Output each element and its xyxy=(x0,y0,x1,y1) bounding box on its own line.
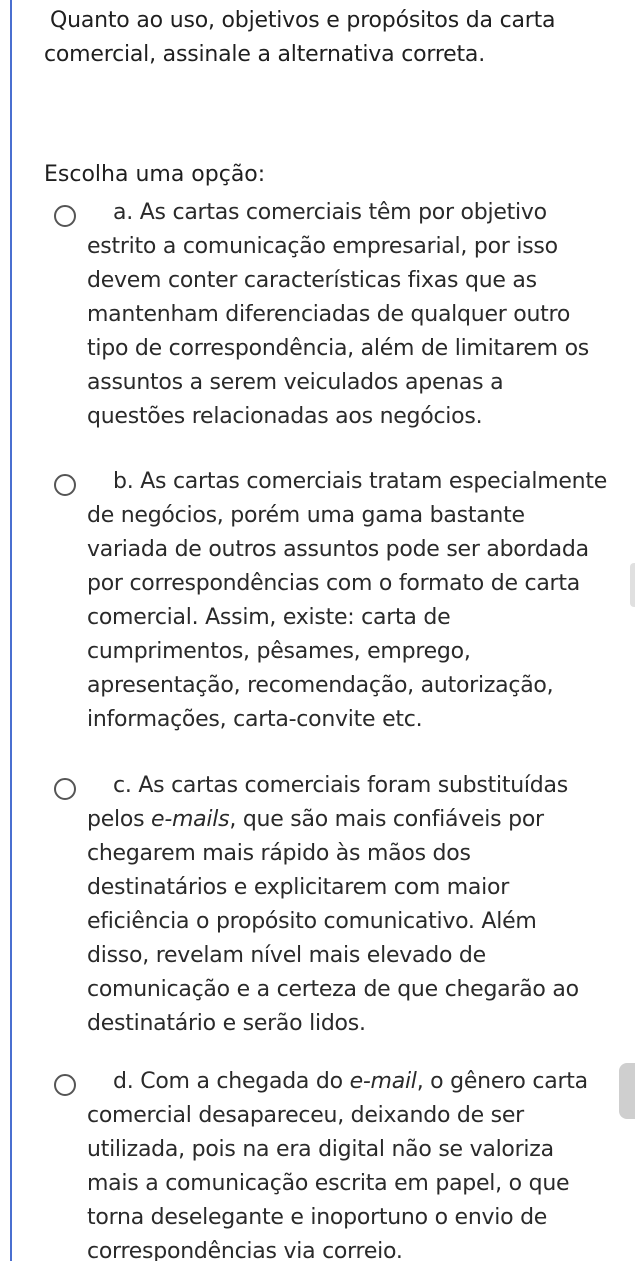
option-line: comercial. Assim, existe: carta de xyxy=(87,605,451,630)
option-line: informações, carta-convite etc. xyxy=(87,707,423,732)
option-line: eficiência o propósito comunicativo. Além xyxy=(87,909,537,934)
option-d[interactable] xyxy=(0,1065,635,1261)
option-line: comercial desapareceu, deixando de ser xyxy=(87,1103,524,1128)
answer-options xyxy=(0,196,635,1261)
question-line: comercial, assinale a alternativa correta. xyxy=(44,42,486,67)
option-line: questões relacionadas aos negócios. xyxy=(87,404,483,429)
emphasized-term: e-mail xyxy=(349,1069,417,1094)
option-line: destinatários e explicitarem com maior xyxy=(87,875,510,900)
option-line: apresentação, recomendação, autorização, xyxy=(87,673,554,698)
question-text xyxy=(44,4,619,72)
option-line: b. As cartas comerciais tratam especialmente xyxy=(113,469,608,494)
option-line: devem conter características fixas que as xyxy=(87,268,537,293)
question-line: Quanto ao uso, objetivos e propósitos da carta xyxy=(50,8,556,33)
option-b[interactable] xyxy=(0,465,635,769)
option-line: d. Com a chegada do e-mail, o gênero carta xyxy=(113,1069,588,1094)
option-line: chegarem mais rápido às mãos dos xyxy=(87,841,471,866)
option-line: correspondências via correio. xyxy=(87,1239,403,1261)
radio-button-b[interactable] xyxy=(54,474,76,496)
option-line: assuntos a serem veiculados apenas a xyxy=(87,370,504,395)
option-line: de negócios, porém uma gama bastante xyxy=(87,503,525,528)
option-line: mais a comunicação escrita em papel, o que xyxy=(87,1171,570,1196)
option-line: disso, revelam nível mais elevado de xyxy=(87,943,486,968)
option-a-text xyxy=(87,196,622,434)
radio-button-c[interactable] xyxy=(54,778,76,800)
option-line: torna deselegante e inoportuno o envio de xyxy=(87,1205,548,1230)
choose-option-label: Escolha uma opção: xyxy=(44,162,266,187)
option-d-text xyxy=(87,1065,622,1261)
option-line: mantenham diferenciadas de qualquer outro xyxy=(87,302,571,327)
option-c-text xyxy=(87,769,622,1041)
option-c[interactable] xyxy=(0,769,635,1065)
option-line: estrito a comunicação empresarial, por isso xyxy=(87,234,558,259)
emphasized-term: e-mails xyxy=(151,807,230,832)
option-line: por correspondências com o formato de carta xyxy=(87,571,580,596)
option-line: cumprimentos, pêsames, emprego, xyxy=(87,639,471,664)
option-line: variada de outros assuntos pode ser abordada xyxy=(87,537,589,562)
radio-button-d[interactable] xyxy=(54,1074,76,1096)
option-line: comunicação e a certeza de que chegarão ao xyxy=(87,977,579,1002)
radio-button-a[interactable] xyxy=(54,205,76,227)
option-line: pelos e-mails, que são mais confiáveis por xyxy=(87,807,544,832)
scroll-handle[interactable] xyxy=(619,1063,635,1119)
option-line: a. As cartas comerciais têm por objetivo xyxy=(113,200,547,225)
edge-handle[interactable] xyxy=(630,563,635,607)
option-line: destinatário e serão lidos. xyxy=(87,1011,366,1036)
option-line: tipo de correspondência, além de limitarem os xyxy=(87,336,590,361)
option-line: c. As cartas comerciais foram substituídas xyxy=(113,773,568,798)
option-line: utilizada, pois na era digital não se valoriza xyxy=(87,1137,554,1162)
option-a[interactable] xyxy=(0,196,635,465)
option-b-text xyxy=(87,465,622,737)
